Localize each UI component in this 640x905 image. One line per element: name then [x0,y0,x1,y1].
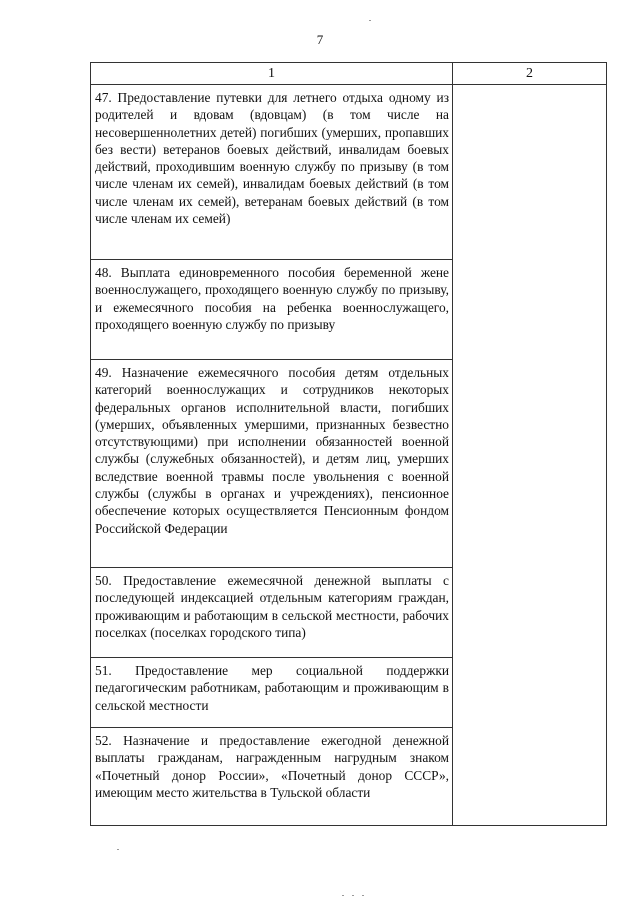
service-47-description: 47. Предоставление путевки для летнего отдыха одному из родителей и вдовам (вдовцам) (в том числе на несовершеннолетних детей) погибших (умерших, пропавших без вести) ветеранов боевых действий, инвалидам боевых действий, проходившим военную службу по призыву (в том числе членам их семей), инвалидам боевых действий (в том числе членам их семей), ветеранам боевых действий (в том числе членам их семей) [91,85,453,260]
scan-speck [352,895,354,896]
service-52-description: 52. Назначение и предоставление ежегодной денежной выплаты гражданам, награжденным нагрудным знаком «Почетный донор России», «Почетный донор СССР», имеющим место жительства в Тульской области [91,728,453,826]
service-51-description: 51. Предоставление мер социальной поддержки педагогическим работникам, работающим и проживающим в сельской местности [91,658,453,728]
service-50-description: 50. Предоставление ежемесячной денежной выплаты с последующей индексацией отдельным категориям граждан, проживающим и работающим в сельской местности, рабочих поселках (поселках городского типа) [91,568,453,658]
table-row [91,85,607,260]
table-header-row [91,63,607,85]
column-header-2: 2 [453,63,607,85]
service-48-description: 48. Выплата единовременного пособия беременной жене военнослужащего, проходящего военную службу по призыву, и ежемесячного пособия на ребенка военнослужащего, проходящего военную службу по призыву [91,260,453,360]
scan-speck [342,895,344,896]
scan-speck [362,895,364,896]
column-header-1: 1 [91,63,453,85]
services-table [90,62,607,826]
scan-speck [117,849,119,850]
column-2-cell [453,85,607,826]
scan-speck [369,20,371,21]
service-49-description: 49. Назначение ежемесячного пособия детям отдельных категорий военнослужащих и сотрудников некоторых федеральных органов исполнительной власти, погибших (умерших, объявленных умершими, признанных безвестно отсутствующими) при исполнении обязанностей военной службы (служебных обязанностей), и детям лиц, умерших вследствие военной травмы после увольнения с военной службы (службы в органах и учреждениях), пенсионное обеспечение которых осуществляется Пенсионным фондом Российской Федерации [91,360,453,568]
page-number: 7 [316,32,324,47]
